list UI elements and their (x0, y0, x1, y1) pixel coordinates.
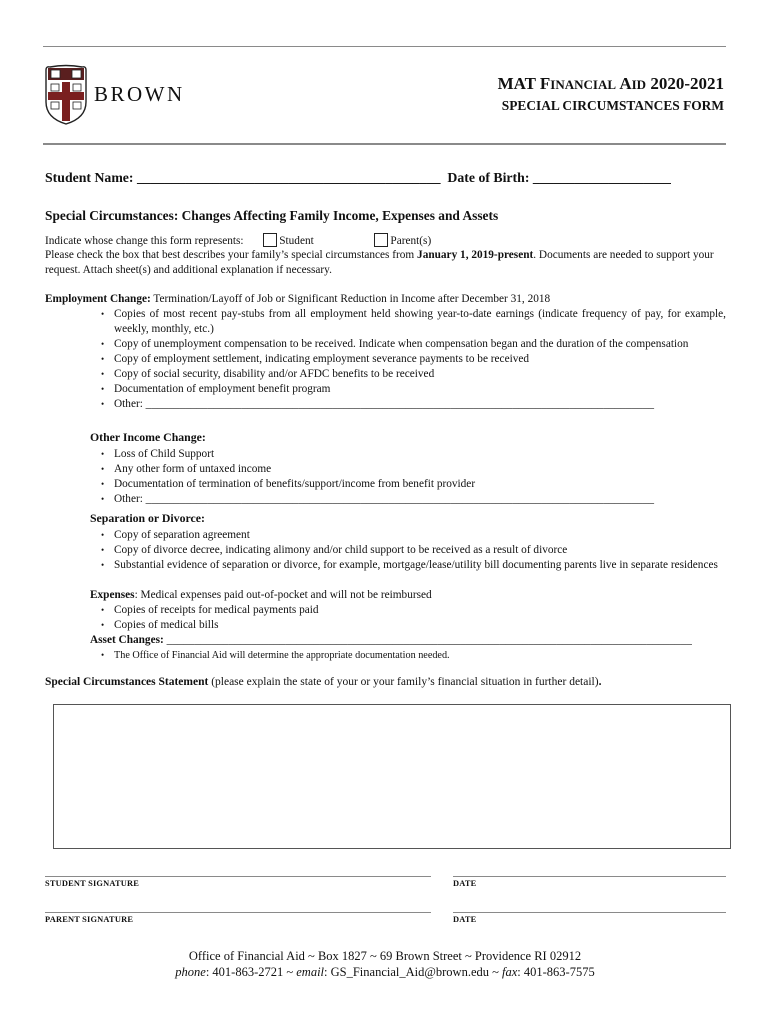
student-checkbox[interactable] (263, 233, 277, 247)
list-item[interactable]: • Other: __________________________________________________________________________________________ (101, 492, 726, 507)
shield-icon (43, 62, 89, 126)
employment-list (101, 307, 726, 412)
date-label-1: DATE (453, 879, 477, 888)
separation-list (101, 528, 726, 573)
special-circumstances-heading: Special Circumstances: Changes Affecting Family Income, Expenses and Assets (45, 208, 499, 223)
date-label-2: DATE (453, 915, 477, 924)
form-title: MAT FINANCIAL AID 2020-2021 (497, 74, 724, 93)
date-line-2[interactable] (453, 912, 726, 913)
employment-change-heading: Employment Change: Termination/Layoff of Job or Significant Reduction in Income after December 31, 2018 (45, 293, 551, 305)
list-item: • Substantial evidence of separation or divorce, for example, mortgage/lease/utility bill documenting parents live in separate residences (101, 558, 726, 573)
expenses-heading: Expenses: Medical expenses paid out-of-pocket and will not be reimbursed (90, 589, 432, 601)
separation-heading: Separation or Divorce: (90, 511, 205, 525)
parent-checkbox[interactable] (374, 233, 388, 247)
list-item: • Copy of unemployment compensation to be received. Indicate when compensation began and the duration of the compensation (101, 337, 726, 352)
expenses-list (101, 603, 726, 633)
list-item: • Copies of medical bills (101, 618, 726, 633)
footer-contact: phone: 401-863-2721 ~ email: GS_Financial_Aid@brown.edu ~ fax: 401-863-7575 (175, 965, 595, 979)
asset-changes-list (101, 648, 726, 663)
indicate-row: Indicate whose change this form represents: Student Parent(s) (45, 235, 432, 247)
student-option-label: Student (279, 235, 314, 247)
student-name-field[interactable]: Student Name: ____________________________________________ Date of Birth: ____________________ (45, 170, 671, 185)
list-item: • Copy of employment settlement, indicating employment severance payments to be received (101, 352, 726, 367)
list-item: • The Office of Financial Aid will determine the appropriate documentation needed. (101, 648, 726, 663)
list-item[interactable]: • Other: __________________________________________________________________________________________ (101, 397, 726, 412)
list-item: • Copies of receipts for medical payments paid (101, 603, 726, 618)
other-income-list (101, 447, 726, 507)
student-signature-line[interactable] (45, 876, 431, 877)
form-subtitle: SPECIAL CIRCUMSTANCES FORM (501, 98, 724, 113)
list-item: • Documentation of termination of benefits/support/income from benefit provider (101, 477, 726, 492)
other-income-heading: Other Income Change: (90, 430, 206, 444)
list-item: • Copy of social security, disability and/or AFDC benefits to be received (101, 367, 726, 382)
asset-changes-field[interactable]: Asset Changes: _____________________________________________________________________________________________ (90, 634, 692, 646)
brand-name: BROWN (94, 82, 185, 106)
list-item: • Documentation of employment benefit program (101, 382, 726, 397)
top-rule (43, 46, 726, 47)
parent-signature-label: PARENT SIGNATURE (45, 915, 134, 924)
list-item: • Any other form of untaxed income (101, 462, 726, 477)
list-item: • Copy of divorce decree, indicating alimony and/or child support to be received as a result of divorce (101, 543, 726, 558)
statement-textbox[interactable] (53, 704, 731, 849)
parent-signature-line[interactable] (45, 912, 431, 913)
footer-address: Office of Financial Aid ~ Box 1827 ~ 69 Brown Street ~ Providence RI 02912 (188, 949, 582, 963)
student-signature-label: STUDENT SIGNATURE (45, 879, 140, 888)
parent-option-label: Parent(s) (390, 235, 432, 247)
list-item: • Copy of separation agreement (101, 528, 726, 543)
instructions-text: Please check the box that best describes your family’s special circumstances from January 1, 2019-present. Documents are needed to support your request. Attach sheet(s) and additional explanation if necessary. (45, 249, 714, 276)
header-rule (43, 143, 726, 145)
statement-heading: Special Circumstances Statement (please explain the state of your or your family’s financial situation in further detail). (45, 676, 602, 688)
list-item: • Loss of Child Support (101, 447, 726, 462)
list-item: • Copies of most recent pay-stubs from all employment held showing year-to-date earnings (indicate frequency of pay, for example, weekly, monthly, etc.) (101, 307, 726, 337)
date-line-1[interactable] (453, 876, 726, 877)
